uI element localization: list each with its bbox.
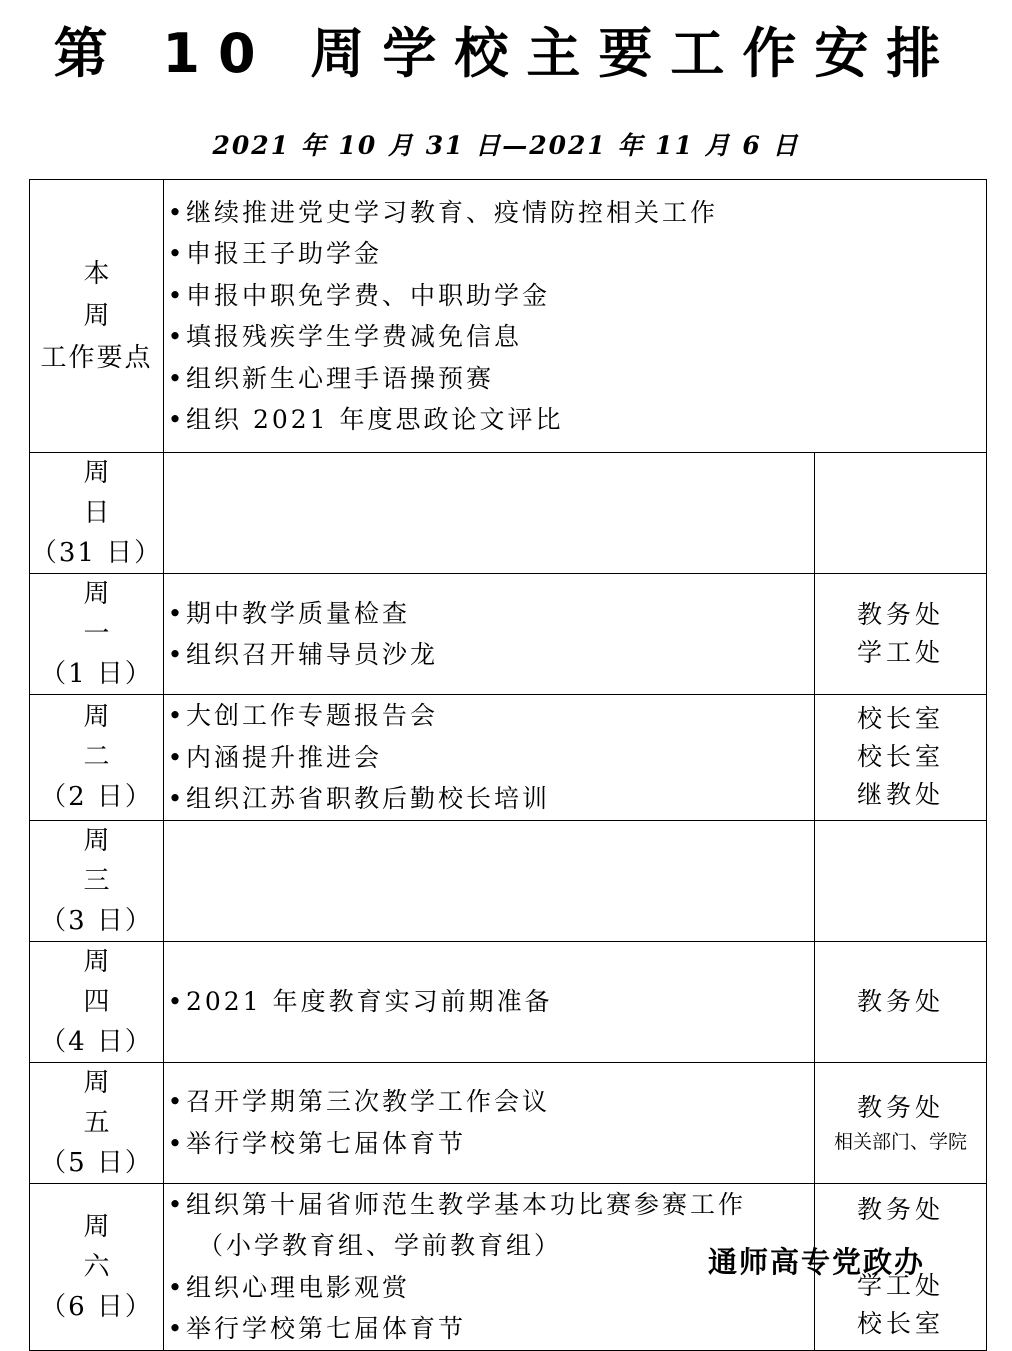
list-item: • 继续推进党史学习教育、疫情防控相关工作 [164, 192, 986, 234]
day-depts [814, 941, 986, 1062]
list-item: • 组织新生心理手语操预赛 [164, 358, 986, 400]
dept-label: 继教处 [856, 780, 944, 810]
day-cell [30, 1062, 164, 1183]
bullet-icon: • [167, 239, 183, 268]
dept-label: 教务处 [856, 986, 944, 1016]
list-item: • 组织召开辅导员沙龙 [164, 634, 814, 676]
day-depts [814, 820, 986, 941]
day-name: 周四 [83, 946, 140, 1017]
dept-label: 相关部门、学院 [833, 1130, 967, 1153]
day-items [164, 820, 815, 941]
bullet-icon: • [167, 784, 183, 813]
dept-label: 校长室 [856, 704, 944, 734]
schedule-table [29, 179, 987, 1351]
day-name: 周三 [83, 825, 140, 896]
list-item: • 举行学校第七届体育节 [164, 1123, 814, 1165]
day-date: （2 日） [40, 782, 153, 813]
dept-label: 学工处 [856, 1270, 944, 1300]
day-cell [30, 695, 164, 821]
list-item: • 内涵提升推进会 [164, 737, 814, 779]
day-date: （6 日） [40, 1291, 153, 1322]
day-date: （4 日） [40, 1026, 153, 1057]
day-cell [30, 1183, 164, 1350]
list-item: • 申报中职免学费、中职助学金 [164, 275, 986, 317]
day-cell [30, 820, 164, 941]
list-item: • 申报王子助学金 [164, 233, 986, 275]
table-row [30, 453, 987, 574]
dept-label: 教务处 [856, 1194, 944, 1224]
dept-label: 校长室 [856, 1308, 944, 1338]
table-row [30, 695, 987, 821]
dept-label: 校长室 [856, 742, 944, 772]
day-name: 周五 [83, 1067, 140, 1138]
day-cell [30, 941, 164, 1062]
list-item-continuation: （小学教育组、学前教育组） [198, 1231, 563, 1260]
dept-label: 学工处 [856, 638, 944, 667]
page-title: 第 10 周学校主要工作安排 [53, 22, 959, 85]
list-item: • 举行学校第七届体育节 [164, 1308, 814, 1350]
bullet-icon: • [167, 598, 183, 628]
list-item: • 组织心理电影观赏 [164, 1267, 814, 1309]
table-row [30, 820, 987, 941]
day-items [164, 941, 815, 1062]
bullet-icon: • [167, 742, 183, 772]
bullet-icon: • [167, 280, 183, 310]
day-items [164, 1062, 815, 1183]
day-depts [814, 453, 986, 574]
list-item: • 召开学期第三次教学工作会议 [164, 1081, 814, 1123]
table-row [30, 941, 987, 1062]
table-row [30, 574, 987, 695]
day-date: （31 日） [30, 538, 163, 568]
day-date: （5 日） [40, 1147, 153, 1178]
dept-label: 教务处 [856, 1092, 944, 1122]
bullet-icon: • [167, 322, 183, 351]
bullet-icon: • [167, 640, 183, 669]
bullet-icon: • [167, 1314, 183, 1343]
date-range: 2021 年 10 月 31 日—2021 年 11 月 6 日 [212, 131, 800, 160]
list-item: • 组织第十届省师范生教学基本功比赛参赛工作 [164, 1184, 814, 1226]
list-item: • 组织江苏省职教后勤校长培训 [164, 778, 814, 820]
key-points-label [30, 180, 164, 453]
day-depts [814, 1062, 986, 1183]
bullet-icon: • [167, 405, 183, 434]
list-item: • 大创工作专题报告会 [164, 695, 814, 737]
day-items [164, 574, 815, 695]
list-item: • 填报残疾学生学费减免信息 [164, 316, 986, 358]
day-name: 周一 [83, 579, 140, 649]
day-depts [814, 574, 986, 695]
table-row [30, 1062, 987, 1183]
list-item: • 组织 2021 年度思政论文评比 [164, 399, 986, 441]
bullet-icon: • [167, 197, 183, 227]
day-name: 周二 [83, 702, 140, 773]
bullet-icon: • [167, 363, 183, 393]
key-points-row [30, 180, 987, 453]
day-name: 周六 [83, 1211, 140, 1282]
day-date: （1 日） [40, 659, 153, 689]
bullet-icon: • [167, 1087, 183, 1116]
bullet-icon: • [167, 1272, 183, 1302]
key-points-list [164, 180, 987, 453]
key-points-label-line2: 工作要点 [40, 343, 153, 373]
dept-label: 教务处 [856, 600, 944, 629]
day-name: 周日 [83, 458, 140, 528]
bullet-icon: • [167, 986, 183, 1016]
day-cell [30, 453, 164, 574]
bullet-icon: • [167, 1189, 183, 1219]
day-depts [814, 695, 986, 821]
day-items [164, 695, 815, 821]
bullet-icon: • [167, 701, 183, 730]
day-cell [30, 574, 164, 695]
bullet-icon: • [167, 1128, 183, 1158]
list-item: • 期中教学质量检查 [164, 593, 814, 635]
day-date: （3 日） [40, 905, 153, 936]
day-items [164, 453, 815, 574]
key-points-label-line1: 本周 [83, 259, 156, 331]
signature: 通师高专党政办 [708, 1245, 926, 1279]
list-item: • 2021 年度教育实习前期准备 [164, 981, 814, 1023]
